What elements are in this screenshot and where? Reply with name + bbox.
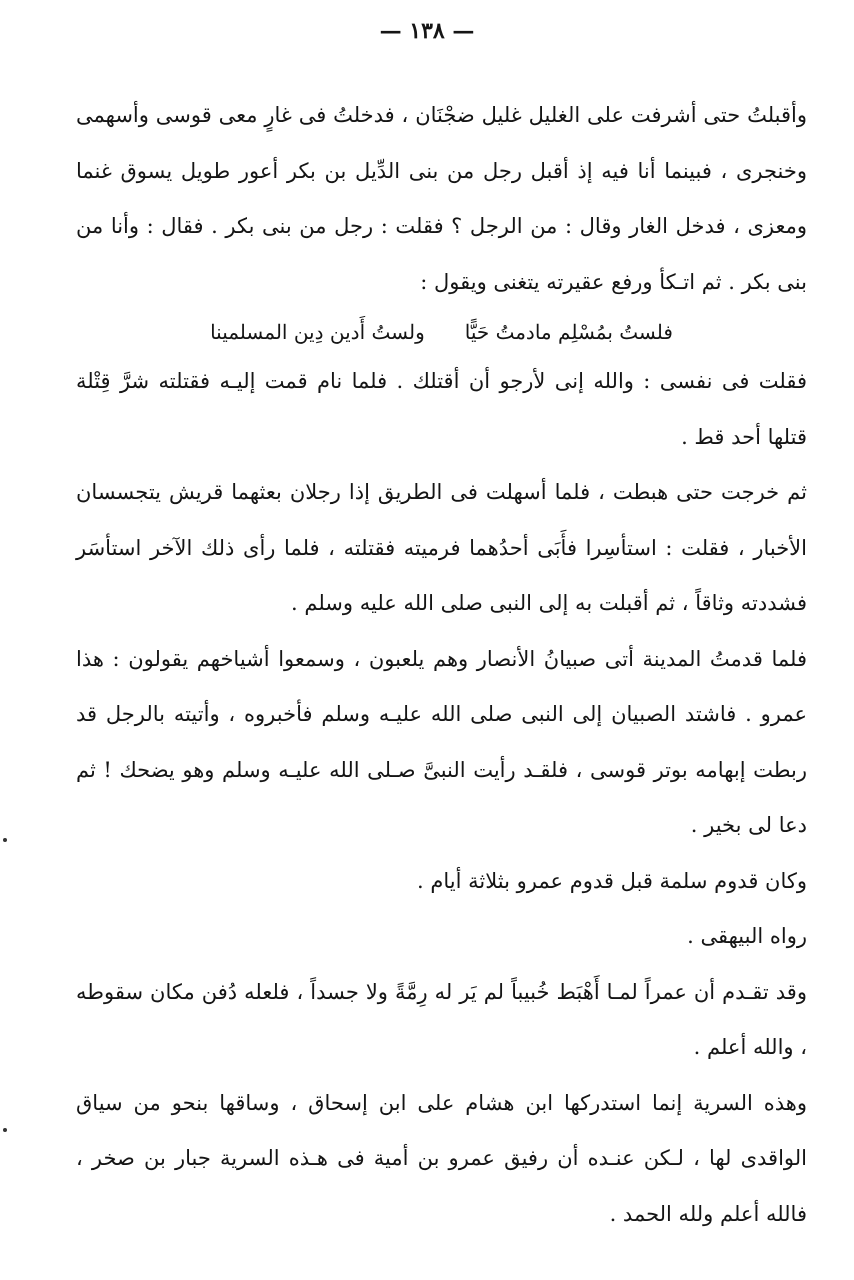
scan-edge-mark bbox=[3, 838, 7, 842]
verse-first-hemistich: فلستُ بمُسْلِم مادمتُ حَيًّا bbox=[464, 320, 673, 344]
paragraph-narrator: رواه البيهقى . bbox=[687, 924, 807, 948]
poetry-verse bbox=[76, 310, 807, 354]
paragraph-killing: فقلت فى نفسى : والله إنى لأرجو أن أقتلك . فلما نام قمت إليـه فقتلته شرَّ قِتْلة قتلها أحد قط . bbox=[76, 369, 807, 449]
paragraph-medina-arrival: فلما قدمتُ المدينة أتى صبيانُ الأنصار وهم يلعبون ، وسمعوا أشياخهم يقولون : هذا عمرو . فاشتد الصبيان إلى النبى صلى الله عليـه وسلم فأخبروه ، وأتيته بالرجل قد ربطت إبهامه بوتر قوسى ، فلقـد رأيت النبىَّ صـلى الله عليـه وسلم وهو يضحك ! ثم دعا لى بخير . bbox=[76, 646, 807, 837]
verse-second-hemistich: ولستُ أَدين دِين المسلمينا bbox=[210, 320, 425, 344]
page-body bbox=[76, 88, 807, 1242]
paragraph-expedition-note: وهذه السرية إنما استدركها ابن هشام على ابن إسحاق ، وساقها بنحو من سياق الواقدى لها ، لـكن عنـده أن رفيق عمرو بن أمية فى هـذه السرية جبار بن صخر ، فالله أعلم ولله الحمد . bbox=[76, 1090, 807, 1226]
paragraph-narrative-cave: وأقبلتُ حتى أشرفت على الغليل غليل ضجْنَان ، فدخلتُ فى غارٍ معى قوسى وأسهمى وخنجرى ، فبينما أنا فيه إذ أقبل رجل من بنى الدِّيل بن بكر أعور طويل يسوق غنما ومعزى ، فدخل الغار وقال : من الرجل ؟ فقلت : رجل من بنى بكر . فقال : وأنا من بنى بكر . ثم اتـكأ ورفع عقيرته يتغنى ويقول : bbox=[76, 103, 807, 294]
paragraph-salama-arrival: وكان قدوم سلمة قبل قدوم عمرو بثلاثة أيام . bbox=[417, 868, 807, 893]
paragraph-two-spies: ثم خرجت حتى هبطت ، فلما أسهلت فى الطريق إذا رجلان بعثهما قريش يتجسسان الأخبار ، فقلت : استأسِرا فأَبَى أحدُهما فرميته فقتلته ، فلما رأى ذلك الآخر استأسَر فشددته وثاقاً ، ثم أقبلت به إلى النبى صلى الله عليه وسلم . bbox=[76, 480, 807, 615]
scan-edge-mark bbox=[3, 1128, 7, 1132]
page-number: — ١٣٨ — bbox=[379, 18, 475, 44]
paragraph-khubaib: وقد تقـدم أن عمراً لمـا أَهْبَط خُبيباً لم يَر له رِمَّةً ولا جسداً ، فلعله دُفن مكان سقوطه ، والله أعلم . bbox=[76, 979, 807, 1059]
